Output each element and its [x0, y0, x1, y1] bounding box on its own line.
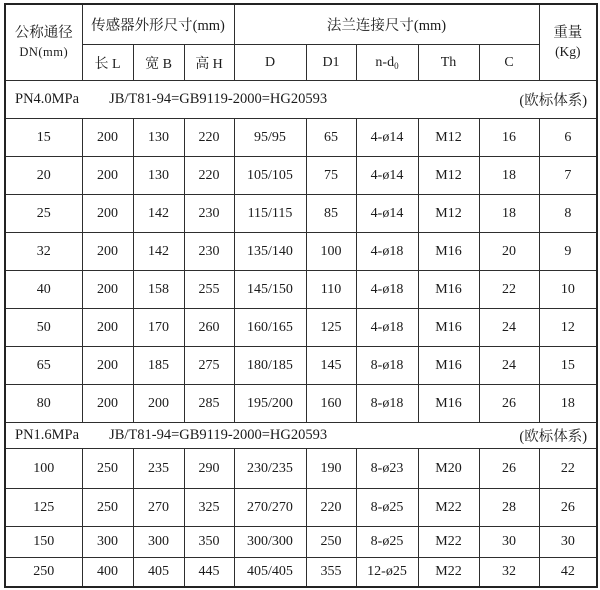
table-cell: 160/165 [234, 309, 306, 347]
flange-standard-label: JB/T81-94=GB9119-2000=HG20593 [109, 91, 328, 107]
table-cell: 18 [539, 385, 597, 423]
table-cell: 26 [479, 385, 539, 423]
table-cell: 32 [5, 233, 82, 271]
table-cell: 32 [479, 558, 539, 587]
header-n-d0: $n-d_0$ [356, 45, 418, 81]
header-sensor-dimensions-group: 传感器外形尺寸(mm) [82, 4, 234, 45]
table-cell: 15 [5, 119, 82, 157]
pressure-section-row [5, 81, 597, 119]
table-cell: 160 [306, 385, 356, 423]
table-cell: M22 [418, 489, 479, 527]
table-cell: 200 [82, 233, 133, 271]
table-cell: 200 [82, 195, 133, 233]
table-row [5, 385, 597, 423]
table-cell: M22 [418, 558, 479, 587]
pressure-section-cell [5, 81, 597, 119]
pressure-rating-label: PN4.0MPa [15, 91, 80, 107]
table-cell: 28 [479, 489, 539, 527]
table-cell: 220 [184, 157, 234, 195]
table-cell: 8-ø25 [356, 527, 418, 558]
table-cell: M16 [418, 309, 479, 347]
table-cell: 300 [133, 527, 184, 558]
table-cell: 355 [306, 558, 356, 587]
table-cell: 50 [5, 309, 82, 347]
header-length: 长 L [82, 45, 133, 81]
table-row [5, 309, 597, 347]
table-cell: 8-ø18 [356, 347, 418, 385]
table-cell: 8-ø18 [356, 385, 418, 423]
table-cell: 142 [133, 195, 184, 233]
table-cell: 230 [184, 233, 234, 271]
table-row [5, 489, 597, 527]
header-weight [539, 4, 597, 81]
table-cell: 200 [82, 157, 133, 195]
table-cell: 145 [306, 347, 356, 385]
table-cell: 130 [133, 119, 184, 157]
table-cell: 7 [539, 157, 597, 195]
table-cell: 8 [539, 195, 597, 233]
table-cell: 285 [184, 385, 234, 423]
table-cell: 8-ø23 [356, 449, 418, 489]
table-cell: 185 [133, 347, 184, 385]
table-row [5, 157, 597, 195]
table-cell: 200 [82, 385, 133, 423]
table-cell: 80 [5, 385, 82, 423]
table-cell: M22 [418, 527, 479, 558]
table-cell: 325 [184, 489, 234, 527]
table-cell: 4-ø14 [356, 195, 418, 233]
header-nominal-diameter-label: 公称通径 [14, 25, 73, 42]
table-cell: 445 [184, 558, 234, 587]
standard-system-note: (欧标体系) [519, 93, 588, 109]
header-th: Th [418, 45, 479, 81]
table-cell: M12 [418, 119, 479, 157]
table-cell: 250 [82, 449, 133, 489]
table-cell: 220 [184, 119, 234, 157]
table-cell: 110 [306, 271, 356, 309]
standard-system-note: (欧标体系) [519, 429, 588, 445]
pressure-section-cell [5, 423, 597, 449]
header-d1: D1 [306, 45, 356, 81]
table-cell: 115/115 [234, 195, 306, 233]
spec-table-body [5, 81, 597, 587]
table-cell: 158 [133, 271, 184, 309]
table-cell: M16 [418, 271, 479, 309]
table-cell: 95/95 [234, 119, 306, 157]
table-cell: 20 [479, 233, 539, 271]
table-cell: 105/105 [234, 157, 306, 195]
table-row [5, 271, 597, 309]
table-cell: M16 [418, 233, 479, 271]
table-cell: 12 [539, 309, 597, 347]
table-cell: 125 [306, 309, 356, 347]
table-cell: 4-ø14 [356, 119, 418, 157]
flange-standard-label: JB/T81-94=GB9119-2000=HG20593 [109, 427, 328, 443]
table-cell: 145/150 [234, 271, 306, 309]
table-cell: 4-ø14 [356, 157, 418, 195]
header-height: 高 H [184, 45, 234, 81]
pressure-section-row [5, 423, 597, 449]
table-cell: 75 [306, 157, 356, 195]
table-cell: M16 [418, 347, 479, 385]
table-cell: 400 [82, 558, 133, 587]
table-cell: 22 [479, 271, 539, 309]
table-cell: 290 [184, 449, 234, 489]
table-cell: M12 [418, 195, 479, 233]
header-flange-dimensions-group: 法兰连接尺寸(mm) [234, 4, 539, 45]
table-row [5, 347, 597, 385]
table-cell: 4-ø18 [356, 309, 418, 347]
table-cell: 10 [539, 271, 597, 309]
table-cell: 18 [479, 195, 539, 233]
table-cell: 190 [306, 449, 356, 489]
table-cell: 9 [539, 233, 597, 271]
table-cell: 6 [539, 119, 597, 157]
table-row [5, 527, 597, 558]
table-cell: 200 [133, 385, 184, 423]
table-cell: 180/185 [234, 347, 306, 385]
table-cell: M20 [418, 449, 479, 489]
table-cell: 26 [479, 449, 539, 489]
table-cell: 300/300 [234, 527, 306, 558]
table-cell: 250 [5, 558, 82, 587]
table-cell: 15 [539, 347, 597, 385]
table-cell: 250 [306, 527, 356, 558]
table-cell: 200 [82, 119, 133, 157]
table-cell: 200 [82, 271, 133, 309]
table-cell: 130 [133, 157, 184, 195]
table-cell: 405/405 [234, 558, 306, 587]
table-cell: 26 [539, 489, 597, 527]
spec-table [4, 3, 598, 588]
header-nominal-diameter-unit: DN(mm) [19, 44, 69, 59]
table-cell: 65 [5, 347, 82, 385]
table-cell: M16 [418, 385, 479, 423]
header-n-d0-subscript: 0 [394, 60, 399, 71]
header-c: C [479, 45, 539, 81]
table-cell: 235 [133, 449, 184, 489]
table-cell: 85 [306, 195, 356, 233]
table-cell: 16 [479, 119, 539, 157]
table-cell: 260 [184, 309, 234, 347]
table-cell: 300 [82, 527, 133, 558]
table-cell: 4-ø18 [356, 233, 418, 271]
table-cell: 230/235 [234, 449, 306, 489]
table-row [5, 558, 597, 587]
table-cell: 170 [133, 309, 184, 347]
table-cell: 405 [133, 558, 184, 587]
table-cell: 142 [133, 233, 184, 271]
table-cell: 200 [82, 309, 133, 347]
header-d: D [234, 45, 306, 81]
table-row [5, 449, 597, 489]
table-cell: 255 [184, 271, 234, 309]
table-cell: 125 [5, 489, 82, 527]
table-cell: 8-ø25 [356, 489, 418, 527]
table-cell: 22 [539, 449, 597, 489]
table-cell: 20 [5, 157, 82, 195]
table-cell: 270/270 [234, 489, 306, 527]
table-row [5, 119, 597, 157]
pressure-rating-label: PN1.6MPa [15, 427, 80, 443]
table-cell: 220 [306, 489, 356, 527]
table-cell: 65 [306, 119, 356, 157]
table-cell: 40 [5, 271, 82, 309]
table-cell: 100 [5, 449, 82, 489]
table-cell: 24 [479, 347, 539, 385]
table-cell: 270 [133, 489, 184, 527]
table-cell: 30 [539, 527, 597, 558]
table-row [5, 233, 597, 271]
header-weight-unit: (Kg) [555, 44, 581, 60]
header-weight-label: 重量 [553, 24, 583, 41]
table-cell: 250 [82, 489, 133, 527]
table-cell: 350 [184, 527, 234, 558]
table-cell: 25 [5, 195, 82, 233]
table-cell: 135/140 [234, 233, 306, 271]
table-cell: 195/200 [234, 385, 306, 423]
table-cell: 150 [5, 527, 82, 558]
table-cell: 4-ø18 [356, 271, 418, 309]
table-cell: 12-ø25 [356, 558, 418, 587]
table-row [5, 195, 597, 233]
table-cell: 30 [479, 527, 539, 558]
table-cell: 200 [82, 347, 133, 385]
table-cell: 100 [306, 233, 356, 271]
header-width: 宽 B [133, 45, 184, 81]
table-cell: 230 [184, 195, 234, 233]
table-cell: 18 [479, 157, 539, 195]
table-cell: M12 [418, 157, 479, 195]
table-cell: 42 [539, 558, 597, 587]
table-cell: 24 [479, 309, 539, 347]
header-nominal-diameter [5, 4, 82, 81]
table-cell: 275 [184, 347, 234, 385]
